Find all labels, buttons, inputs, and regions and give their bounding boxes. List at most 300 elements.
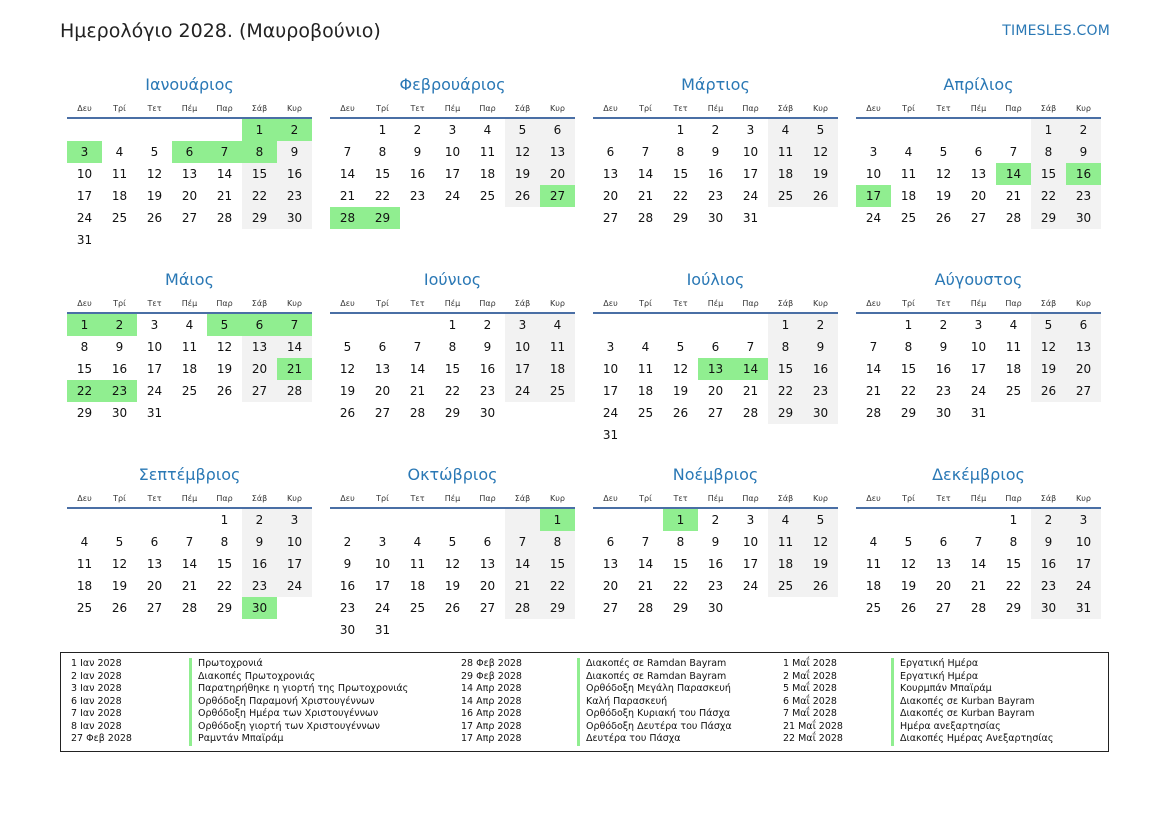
- day-cell: 12: [216, 340, 233, 354]
- weekday-label: Τρί: [113, 494, 126, 503]
- day-cell: 8: [220, 535, 229, 549]
- day-cell: 14: [277, 336, 312, 358]
- weekday-label: Τετ: [410, 494, 425, 503]
- holiday-date: 5 Μαΐ 2028: [783, 683, 837, 694]
- holiday-date: 6 Ιαν 2028: [71, 695, 122, 707]
- day-cell: 18: [111, 189, 128, 203]
- day-cell: 16: [1066, 163, 1101, 185]
- weekday-label: Δευ: [866, 299, 881, 308]
- empty-cell: [698, 314, 733, 336]
- empty-cell: [435, 509, 470, 531]
- day-cell: 3: [505, 314, 540, 336]
- weekday-label: Πέμ: [970, 104, 987, 113]
- day-cell: 9: [1066, 141, 1101, 163]
- day-cell: 22: [900, 384, 917, 398]
- day-cell: 12: [444, 557, 461, 571]
- empty-cell: [67, 119, 102, 141]
- day-cell: 15: [900, 362, 917, 376]
- month-name: Νοέμβριος: [672, 465, 759, 484]
- day-cell: 3: [606, 340, 615, 354]
- weekday-label: Τετ: [410, 104, 425, 113]
- day-cell: 23: [277, 185, 312, 207]
- weekday-label: Πέμ: [707, 104, 724, 113]
- site-link[interactable]: TIMESLES.COM: [1002, 23, 1110, 39]
- holiday-date: 7 Μαΐ 2028: [783, 708, 837, 719]
- day-cell: 30: [111, 406, 128, 420]
- weekday-label: Σάβ: [1040, 299, 1057, 308]
- weekday-label: Τετ: [673, 299, 688, 308]
- day-cell: 25: [768, 575, 803, 597]
- holiday-list: [60, 652, 1109, 752]
- day-cell: 10: [970, 340, 987, 354]
- day-cell: 6: [1066, 314, 1101, 336]
- day-cell: 3: [150, 318, 159, 332]
- day-cell: 9: [711, 145, 720, 159]
- day-cell: 12: [505, 141, 540, 163]
- day-cell: 3: [869, 145, 878, 159]
- day-cell: 19: [1031, 358, 1066, 380]
- day-cell: 20: [707, 384, 724, 398]
- day-cell: 21: [970, 579, 987, 593]
- day-cell: 11: [181, 340, 198, 354]
- empty-cell: [102, 509, 137, 531]
- day-cell: 18: [181, 362, 198, 376]
- weekday-label: Τετ: [673, 494, 688, 503]
- day-cell: 2: [711, 513, 720, 527]
- day-cell: 20: [374, 384, 391, 398]
- day-cell: 15: [768, 358, 803, 380]
- holiday-name: Καλή Παρασκευή: [586, 695, 668, 707]
- weekday-label: Τετ: [936, 494, 951, 503]
- day-cell: 20: [602, 579, 619, 593]
- holiday-name: Ορθόδοξη Δευτέρα του Πάσχα: [586, 720, 732, 732]
- day-cell: 24: [970, 384, 987, 398]
- day-cell: 20: [1066, 358, 1101, 380]
- day-cell: 14: [505, 553, 540, 575]
- weekday-label: Δευ: [77, 494, 92, 503]
- day-cell: 24: [1066, 575, 1101, 597]
- holiday-name: Διακοπές σε Ramdan Bayram: [586, 670, 727, 682]
- holiday-name: Εργατική Ημέρα: [900, 658, 979, 669]
- day-cell: 26: [1031, 380, 1066, 402]
- day-cell: 17: [856, 185, 891, 207]
- day-cell: 17: [374, 579, 391, 593]
- holiday-date: 2 Ιαν 2028: [71, 670, 122, 682]
- weekday-label: Τρί: [113, 299, 126, 308]
- weekday-label: Τρί: [902, 494, 915, 503]
- day-cell: 1: [768, 314, 803, 336]
- weekday-label: Κυρ: [550, 494, 565, 503]
- day-cell: 4: [768, 509, 803, 531]
- day-cell: 14: [637, 167, 654, 181]
- day-cell: 10: [505, 336, 540, 358]
- month-name: Ιανουάριος: [145, 75, 234, 94]
- days-grid: [67, 509, 312, 619]
- weekday-label: Τρί: [376, 104, 389, 113]
- day-cell: 8: [1031, 141, 1066, 163]
- days-grid: [593, 119, 838, 229]
- day-cell: 21: [181, 579, 198, 593]
- day-cell: 26: [803, 185, 838, 207]
- day-cell: 29: [1031, 207, 1066, 229]
- day-cell: 24: [742, 189, 759, 203]
- empty-cell: [856, 314, 891, 336]
- day-cell: 3: [378, 535, 387, 549]
- day-cell: 23: [1066, 185, 1101, 207]
- holiday-name: Διακοπές σε Ramdan Bayram: [586, 658, 727, 669]
- day-cell: 17: [444, 167, 461, 181]
- weekday-label: Τετ: [410, 299, 425, 308]
- day-cell: 26: [935, 211, 952, 225]
- weekday-label: Δευ: [603, 494, 618, 503]
- day-cell: 10: [146, 340, 163, 354]
- weekday-label: Τρί: [902, 299, 915, 308]
- holiday-date: 1 Μαΐ 2028: [783, 658, 837, 669]
- day-cell: 3: [974, 318, 983, 332]
- month-name: Μάιος: [165, 270, 214, 289]
- day-cell: 25: [900, 211, 917, 225]
- weekday-label: Κυρ: [550, 299, 565, 308]
- day-cell: 30: [803, 402, 838, 424]
- day-cell: 11: [865, 557, 882, 571]
- day-cell: 20: [479, 579, 496, 593]
- day-cell: 19: [111, 579, 128, 593]
- month-name: Απρίλιος: [943, 75, 1014, 94]
- day-cell: 6: [242, 314, 277, 336]
- weekday-label: Πέμ: [444, 104, 461, 113]
- holiday-name: Διακοπές Ημέρας Ανεξαρτησίας: [900, 733, 1054, 744]
- day-cell: 6: [483, 535, 492, 549]
- holiday-date: 17 Απρ 2028: [461, 720, 522, 732]
- day-cell: 20: [970, 189, 987, 203]
- weekday-label: Σάβ: [1040, 104, 1057, 113]
- holiday-name: Ορθόδοξη Παραμονή Χριστουγέννων: [198, 695, 375, 707]
- weekday-header: [856, 296, 1101, 314]
- day-cell: 15: [1005, 557, 1022, 571]
- day-cell: 28: [1005, 211, 1022, 225]
- day-cell: 5: [939, 145, 948, 159]
- month-calendar: [856, 464, 1101, 639]
- day-cell: 11: [768, 141, 803, 163]
- day-cell: 4: [768, 119, 803, 141]
- day-cell: 26: [505, 185, 540, 207]
- day-cell: 13: [374, 362, 391, 376]
- empty-cell: [663, 314, 698, 336]
- day-cell: 2: [803, 314, 838, 336]
- day-cell: 18: [479, 167, 496, 181]
- weekday-label: Σάβ: [514, 299, 531, 308]
- day-cell: 7: [207, 141, 242, 163]
- day-cell: 22: [242, 185, 277, 207]
- day-cell: 19: [935, 189, 952, 203]
- day-cell: 10: [374, 557, 391, 571]
- holiday-name: Κουρμπάν Μπαϊράμ: [900, 683, 992, 694]
- holiday-name: Ορθόδοξη Ημέρα των Χριστουγέννων: [198, 708, 379, 719]
- day-cell: 1: [448, 318, 457, 332]
- weekday-label: Πέμ: [444, 494, 461, 503]
- day-cell: 22: [1005, 579, 1022, 593]
- weekday-label: Παρ: [742, 494, 759, 503]
- day-cell: 25: [181, 384, 198, 398]
- weekday-label: Παρ: [479, 104, 496, 113]
- holiday-name: Διακοπές Πρωτοχρονιάς: [198, 670, 316, 682]
- day-cell: 6: [172, 141, 207, 163]
- day-cell: 2: [1066, 119, 1101, 141]
- day-cell: 6: [150, 535, 159, 549]
- day-cell: 8: [768, 336, 803, 358]
- weekday-header: [856, 101, 1101, 119]
- holiday-name: Ημέρα ανεξαρτησίας: [900, 720, 1001, 732]
- day-cell: 4: [540, 314, 575, 336]
- day-cell: 26: [444, 601, 461, 615]
- weekday-label: Τρί: [902, 104, 915, 113]
- day-cell: 31: [970, 406, 987, 420]
- weekday-label: Πέμ: [707, 494, 724, 503]
- day-cell: 26: [111, 601, 128, 615]
- day-cell: 25: [637, 406, 654, 420]
- day-cell: 11: [540, 336, 575, 358]
- weekday-label: Τετ: [147, 494, 162, 503]
- empty-cell: [593, 509, 628, 531]
- day-cell: 3: [746, 123, 755, 137]
- days-grid: [593, 314, 838, 446]
- day-cell: 9: [115, 340, 124, 354]
- month-name: Οκτώβριος: [407, 465, 498, 484]
- month-calendar: [856, 74, 1101, 249]
- weekday-label: Σάβ: [514, 104, 531, 113]
- empty-cell: [628, 314, 663, 336]
- day-cell: 20: [146, 579, 163, 593]
- weekday-label: Κυρ: [1076, 104, 1091, 113]
- holiday-date: 14 Απρ 2028: [461, 695, 522, 707]
- day-cell: 22: [672, 189, 689, 203]
- day-cell: 24: [505, 380, 540, 402]
- day-cell: 27: [479, 601, 496, 615]
- day-cell: 5: [150, 145, 159, 159]
- day-cell: 17: [146, 362, 163, 376]
- day-cell: 29: [672, 601, 689, 615]
- day-cell: 16: [479, 362, 496, 376]
- empty-cell: [67, 509, 102, 531]
- weekday-label: Τετ: [147, 104, 162, 113]
- day-cell: 17: [277, 553, 312, 575]
- day-cell: 7: [343, 145, 352, 159]
- holiday-date: 28 Φεβ 2028: [461, 658, 522, 669]
- day-cell: 9: [1031, 531, 1066, 553]
- day-cell: 25: [1005, 384, 1022, 398]
- day-cell: 18: [637, 384, 654, 398]
- day-cell: 5: [803, 119, 838, 141]
- empty-cell: [996, 119, 1031, 141]
- day-cell: 29: [216, 601, 233, 615]
- day-cell: 30: [707, 601, 724, 615]
- day-cell: 18: [409, 579, 426, 593]
- weekday-label: Παρ: [216, 299, 233, 308]
- holiday-date: 21 Μαΐ 2028: [783, 720, 843, 732]
- empty-cell: [172, 119, 207, 141]
- day-cell: 6: [378, 340, 387, 354]
- days-grid: [593, 509, 838, 619]
- day-cell: 9: [939, 340, 948, 354]
- weekday-label: Σάβ: [777, 104, 794, 113]
- day-cell: 9: [242, 531, 277, 553]
- day-cell: 26: [216, 384, 233, 398]
- day-cell: 1: [378, 123, 387, 137]
- day-cell: 11: [637, 362, 654, 376]
- day-cell: 18: [1005, 362, 1022, 376]
- holiday-names-column: [189, 658, 408, 746]
- day-cell: 21: [637, 579, 654, 593]
- day-cell: 11: [1005, 340, 1022, 354]
- weekday-label: Κυρ: [813, 104, 828, 113]
- day-cell: 15: [672, 557, 689, 571]
- day-cell: 25: [540, 380, 575, 402]
- weekday-label: Τετ: [147, 299, 162, 308]
- day-cell: 19: [803, 553, 838, 575]
- day-cell: 7: [505, 531, 540, 553]
- day-cell: 3: [1066, 509, 1101, 531]
- month-calendar: [856, 269, 1101, 444]
- weekday-label: Κυρ: [813, 299, 828, 308]
- day-cell: 16: [1031, 553, 1066, 575]
- day-cell: 17: [970, 362, 987, 376]
- weekday-label: Τρί: [113, 104, 126, 113]
- weekday-label: Τρί: [639, 299, 652, 308]
- day-cell: 21: [505, 575, 540, 597]
- day-cell: 20: [935, 579, 952, 593]
- day-cell: 30: [1066, 207, 1101, 229]
- holiday-name: Διακοπές σε Kurban Bayram: [900, 708, 1035, 719]
- day-cell: 14: [216, 167, 233, 181]
- weekday-label: Τετ: [673, 104, 688, 113]
- day-cell: 28: [505, 597, 540, 619]
- weekday-label: Σάβ: [251, 104, 268, 113]
- empty-cell: [330, 509, 365, 531]
- day-cell: 1: [676, 123, 685, 137]
- day-cell: 10: [277, 531, 312, 553]
- empty-cell: [137, 119, 172, 141]
- day-cell: 14: [339, 167, 356, 181]
- day-cell: 9: [277, 141, 312, 163]
- day-cell: 15: [76, 362, 93, 376]
- day-cell: 13: [181, 167, 198, 181]
- day-cell: 30: [479, 406, 496, 420]
- empty-cell: [856, 119, 891, 141]
- day-cell: 24: [602, 406, 619, 420]
- empty-cell: [505, 509, 540, 531]
- day-cell: 12: [672, 362, 689, 376]
- day-cell: 23: [803, 380, 838, 402]
- day-cell: 15: [444, 362, 461, 376]
- weekday-label: Παρ: [216, 494, 233, 503]
- day-cell: 4: [641, 340, 650, 354]
- day-cell: 3: [448, 123, 457, 137]
- day-cell: 28: [742, 406, 759, 420]
- day-cell: 8: [448, 340, 457, 354]
- day-cell: 16: [707, 167, 724, 181]
- month-name: Αύγουστος: [934, 270, 1023, 289]
- weekday-label: Δευ: [866, 104, 881, 113]
- day-cell: 28: [330, 207, 365, 229]
- day-cell: 7: [641, 145, 650, 159]
- day-cell: 4: [115, 145, 124, 159]
- day-cell: 11: [76, 557, 93, 571]
- holiday-name: Ορθόδοξη Μεγάλη Παρασκευή: [586, 683, 731, 694]
- empty-cell: [856, 509, 891, 531]
- day-cell: 2: [343, 535, 352, 549]
- holiday-date: 1 Ιαν 2028: [71, 658, 122, 669]
- day-cell: 12: [146, 167, 163, 181]
- day-cell: 10: [742, 535, 759, 549]
- days-grid: [330, 119, 575, 229]
- weekday-label: Σάβ: [1040, 494, 1057, 503]
- day-cell: 30: [242, 597, 277, 619]
- day-cell: 16: [803, 358, 838, 380]
- day-cell: 19: [900, 579, 917, 593]
- weekday-label: Σάβ: [777, 494, 794, 503]
- holiday-name: Εργατική Ημέρα: [900, 670, 979, 682]
- weekday-label: Κυρ: [287, 104, 302, 113]
- day-cell: 27: [181, 211, 198, 225]
- day-cell: 9: [483, 340, 492, 354]
- day-cell: 10: [1066, 531, 1101, 553]
- day-cell: 11: [479, 145, 496, 159]
- day-cell: 1: [1009, 513, 1018, 527]
- day-cell: 13: [1066, 336, 1101, 358]
- month-calendar: [330, 74, 575, 249]
- day-cell: 21: [865, 384, 882, 398]
- day-cell: 6: [711, 340, 720, 354]
- day-cell: 21: [339, 189, 356, 203]
- holiday-names-column: [891, 658, 1053, 746]
- holiday-name: Παρατηρήθηκε η γιορτή της Πρωτοχρονιάς: [198, 683, 409, 694]
- day-cell: 7: [641, 535, 650, 549]
- day-cell: 19: [216, 362, 233, 376]
- holiday-date: 3 Ιαν 2028: [71, 683, 122, 694]
- month-calendar: [67, 74, 312, 249]
- day-cell: 27: [1066, 380, 1101, 402]
- empty-cell: [137, 509, 172, 531]
- day-cell: 18: [865, 579, 882, 593]
- day-cell: 5: [904, 535, 913, 549]
- day-cell: 23: [935, 384, 952, 398]
- days-grid: [856, 509, 1101, 619]
- day-cell: 9: [803, 336, 838, 358]
- holiday-name: Ορθόδοξη γιορτή των Χριστουγέννων: [198, 720, 380, 732]
- day-cell: 27: [540, 185, 575, 207]
- day-cell: 24: [146, 384, 163, 398]
- day-cell: 25: [409, 601, 426, 615]
- day-cell: 8: [242, 141, 277, 163]
- day-cell: 23: [1031, 575, 1066, 597]
- day-cell: 7: [185, 535, 194, 549]
- weekday-label: Παρ: [1005, 299, 1022, 308]
- day-cell: 24: [444, 189, 461, 203]
- weekday-label: Σάβ: [251, 299, 268, 308]
- day-cell: 4: [80, 535, 89, 549]
- day-cell: 8: [378, 145, 387, 159]
- day-cell: 12: [111, 557, 128, 571]
- holiday-name: Ραμντάν Μπαϊράμ: [198, 733, 284, 744]
- day-cell: 15: [540, 553, 575, 575]
- day-cell: 14: [970, 557, 987, 571]
- empty-cell: [628, 119, 663, 141]
- day-cell: 21: [637, 189, 654, 203]
- day-cell: 7: [277, 314, 312, 336]
- day-cell: 31: [76, 233, 93, 247]
- day-cell: 17: [742, 167, 759, 181]
- day-cell: 2: [102, 314, 137, 336]
